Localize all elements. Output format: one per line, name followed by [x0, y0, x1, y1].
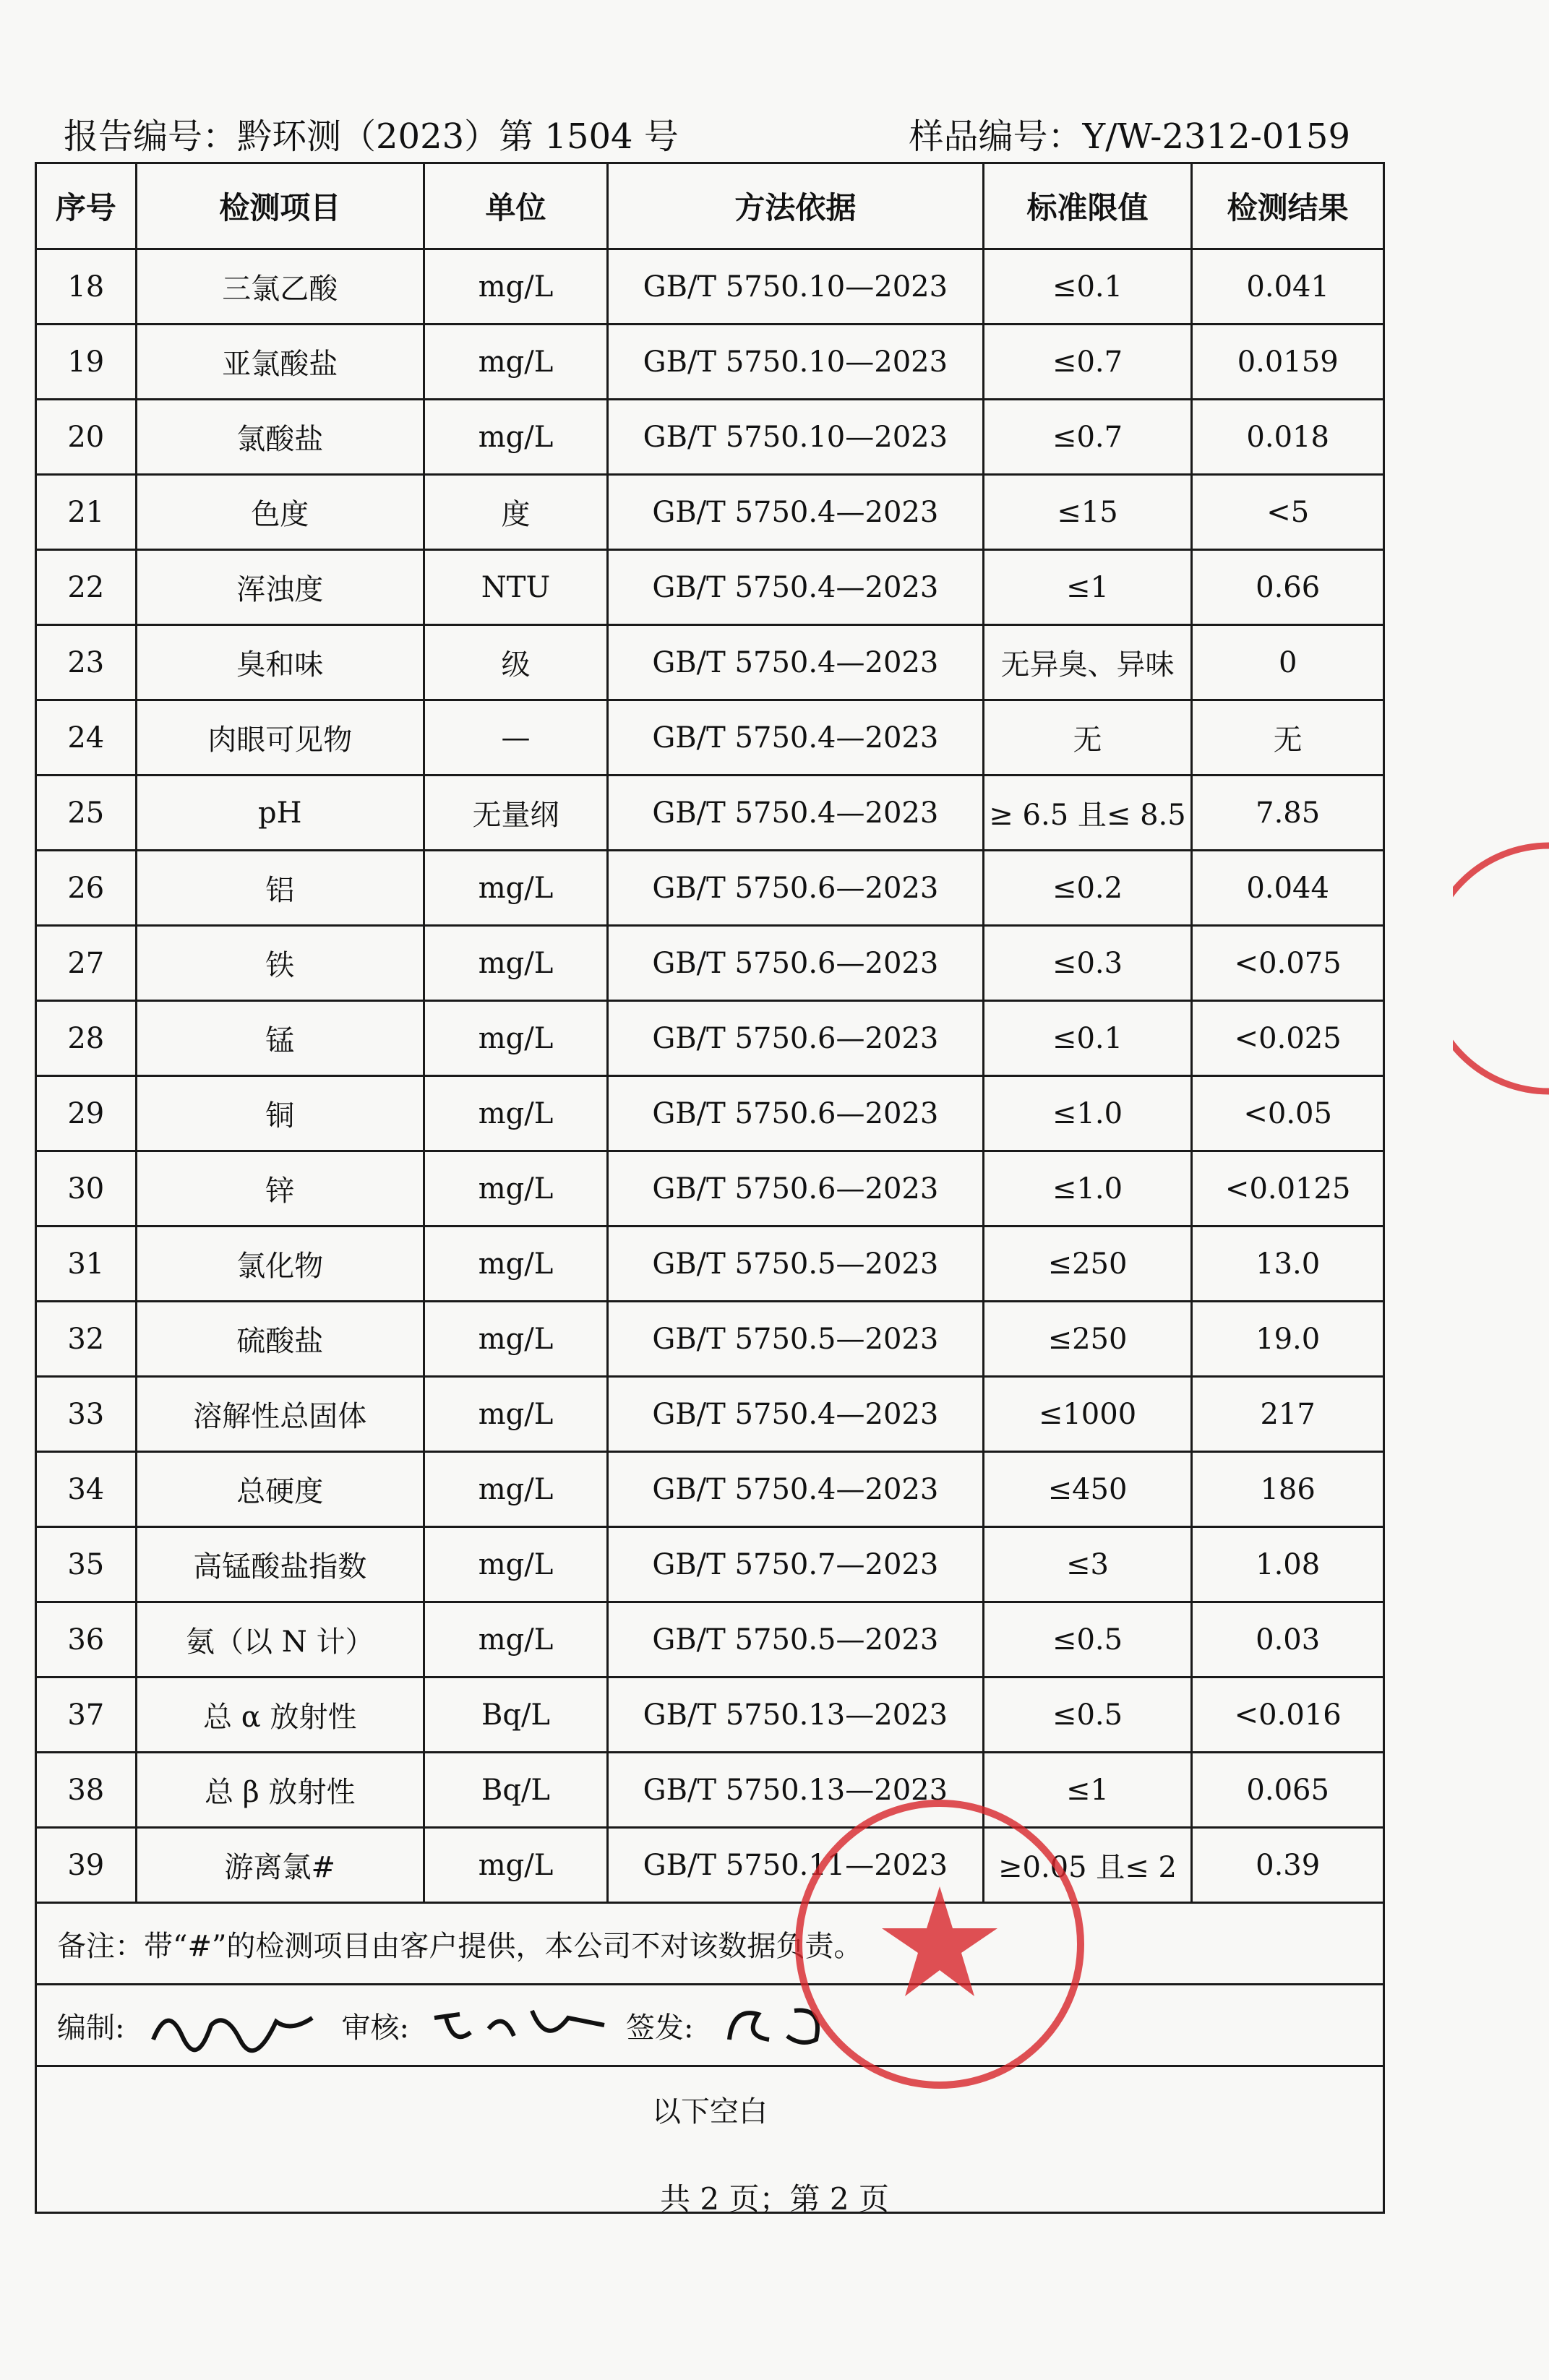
cell-result: 7.85: [1192, 776, 1384, 851]
cell-unit: —: [424, 700, 607, 776]
table-row: [36, 1001, 1384, 1076]
cell-index: 22: [36, 550, 137, 625]
table-row: [36, 1377, 1384, 1452]
cell-method: GB/T 5750.6—2023: [608, 1076, 984, 1151]
sample-number: 样品编号：Y/W-2312-0159: [909, 116, 1350, 157]
cell-index: 37: [36, 1677, 137, 1753]
cell-unit: 级: [424, 625, 607, 700]
table-row: [36, 400, 1384, 475]
cell-result: 13.0: [1192, 1226, 1384, 1302]
cell-method: GB/T 5750.4—2023: [608, 776, 984, 851]
cell-item: 硫酸盐: [136, 1302, 424, 1377]
table-row: [36, 926, 1384, 1001]
cell-index: 31: [36, 1226, 137, 1302]
cell-item: 氨（以 N 计）: [136, 1602, 424, 1677]
table-row: [36, 1602, 1384, 1677]
cell-unit: mg/L: [424, 1452, 607, 1527]
cell-method: GB/T 5750.5—2023: [608, 1302, 984, 1377]
cell-index: 35: [36, 1527, 137, 1602]
cell-item: 肉眼可见物: [136, 700, 424, 776]
cell-item: 锌: [136, 1151, 424, 1226]
cell-result: <0.025: [1192, 1001, 1384, 1076]
table-row: [36, 1452, 1384, 1527]
cell-item: 铝: [136, 851, 424, 926]
notes-row: [36, 1903, 1384, 1985]
cell-limit: 无: [983, 700, 1192, 776]
table-row: [36, 625, 1384, 700]
cell-method: GB/T 5750.11—2023: [608, 1828, 984, 1903]
table-row: [36, 325, 1384, 400]
cell-item: 溶解性总固体: [136, 1377, 424, 1452]
cell-limit: ≤3: [983, 1527, 1192, 1602]
cell-unit: mg/L: [424, 1377, 607, 1452]
cell-item: 铁: [136, 926, 424, 1001]
cell-index: 21: [36, 475, 137, 550]
cell-method: GB/T 5750.4—2023: [608, 550, 984, 625]
table-row: [36, 700, 1384, 776]
cell-limit: ≤0.7: [983, 325, 1192, 400]
col-header-index: 序号: [36, 163, 137, 249]
cell-result: <0.05: [1192, 1076, 1384, 1151]
cell-item: 总 α 放射性: [136, 1677, 424, 1753]
cell-result: <5: [1192, 475, 1384, 550]
cell-result: <0.0125: [1192, 1151, 1384, 1226]
cell-item: 三氯乙酸: [136, 249, 424, 325]
table-row: [36, 1828, 1384, 1903]
cell-method: GB/T 5750.10—2023: [608, 249, 984, 325]
col-header-limit: 标准限值: [983, 163, 1192, 249]
cell-method: GB/T 5750.6—2023: [608, 1001, 984, 1076]
report-number: 报告编号：黔环测（2023）第 1504 号: [64, 116, 679, 157]
cell-result: 0.0159: [1192, 325, 1384, 400]
reviewer-label: 审核:: [341, 2011, 409, 2045]
table-row: [36, 1151, 1384, 1226]
cell-limit: ≤0.7: [983, 400, 1192, 475]
table-row: [36, 1527, 1384, 1602]
cell-result: 217: [1192, 1377, 1384, 1452]
cell-result: 0.03: [1192, 1602, 1384, 1677]
cell-index: 30: [36, 1151, 137, 1226]
table-row: [36, 550, 1384, 625]
cell-item: pH: [136, 776, 424, 851]
cell-item: 总 β 放射性: [136, 1753, 424, 1828]
table-row: [36, 1302, 1384, 1377]
cell-index: 28: [36, 1001, 137, 1076]
col-header-item: 检测项目: [136, 163, 424, 249]
cell-unit: mg/L: [424, 1151, 607, 1226]
cell-unit: mg/L: [424, 1527, 607, 1602]
cell-unit: mg/L: [424, 400, 607, 475]
issuer-label: 签发:: [625, 2011, 694, 2045]
cell-item: 铜: [136, 1076, 424, 1151]
col-header-result: 检测结果: [1192, 163, 1384, 249]
cell-index: 34: [36, 1452, 137, 1527]
cell-index: 36: [36, 1602, 137, 1677]
cell-result: 无: [1192, 700, 1384, 776]
cell-unit: mg/L: [424, 926, 607, 1001]
cell-limit: ≤0.1: [983, 1001, 1192, 1076]
cell-limit: ≥0.05 且≤ 2: [983, 1828, 1192, 1903]
cell-result: <0.075: [1192, 926, 1384, 1001]
reviewer-signature: [431, 1996, 612, 2054]
cell-item: 浑浊度: [136, 550, 424, 625]
col-header-unit: 单位: [424, 163, 607, 249]
cell-item: 氯化物: [136, 1226, 424, 1302]
cell-unit: mg/L: [424, 1828, 607, 1903]
cell-result: 0: [1192, 625, 1384, 700]
cell-unit: mg/L: [424, 1001, 607, 1076]
cell-index: 33: [36, 1377, 137, 1452]
cell-item: 亚氯酸盐: [136, 325, 424, 400]
cell-index: 32: [36, 1302, 137, 1377]
cell-index: 20: [36, 400, 137, 475]
cell-limit: ≤450: [983, 1452, 1192, 1527]
cell-limit: ≤15: [983, 475, 1192, 550]
table-row: [36, 1076, 1384, 1151]
cell-item: 游离氯#: [136, 1828, 424, 1903]
cell-item: 氯酸盐: [136, 400, 424, 475]
cell-index: 38: [36, 1753, 137, 1828]
cell-unit: mg/L: [424, 325, 607, 400]
table-row: [36, 851, 1384, 926]
cell-unit: 度: [424, 475, 607, 550]
cell-result: 0.018: [1192, 400, 1384, 475]
table-row: [36, 249, 1384, 325]
cell-result: 0.044: [1192, 851, 1384, 926]
cell-method: GB/T 5750.4—2023: [608, 1452, 984, 1527]
cell-result: <0.016: [1192, 1677, 1384, 1753]
cell-unit: mg/L: [424, 1302, 607, 1377]
cell-method: GB/T 5750.6—2023: [608, 851, 984, 926]
cell-limit: ≤0.1: [983, 249, 1192, 325]
cell-item: 总硬度: [136, 1452, 424, 1527]
cell-item: 臭和味: [136, 625, 424, 700]
issuer-signature: [715, 1996, 896, 2054]
cell-limit: ≤1: [983, 1753, 1192, 1828]
cell-index: 26: [36, 851, 137, 926]
cell-result: 0.041: [1192, 249, 1384, 325]
cell-unit: mg/L: [424, 1226, 607, 1302]
cell-limit: ≤0.2: [983, 851, 1192, 926]
cell-result: 1.08: [1192, 1527, 1384, 1602]
cell-method: GB/T 5750.10—2023: [608, 325, 984, 400]
cell-method: GB/T 5750.6—2023: [608, 926, 984, 1001]
blank-text: 以下空白: [36, 2066, 1384, 2213]
cell-limit: ≤0.3: [983, 926, 1192, 1001]
cell-unit: Bq/L: [424, 1677, 607, 1753]
cell-unit: Bq/L: [424, 1753, 607, 1828]
partial-seal-icon: [1453, 838, 1549, 1099]
cell-index: 25: [36, 776, 137, 851]
table-row: [36, 475, 1384, 550]
cell-limit: ≤1: [983, 550, 1192, 625]
cell-unit: mg/L: [424, 851, 607, 926]
results-table: [35, 162, 1385, 2214]
cell-result: 186: [1192, 1452, 1384, 1527]
cell-method: GB/T 5750.13—2023: [608, 1677, 984, 1753]
cell-limit: ≤250: [983, 1302, 1192, 1377]
cell-limit: ≤250: [983, 1226, 1192, 1302]
cell-method: GB/T 5750.5—2023: [608, 1226, 984, 1302]
cell-limit: ≤0.5: [983, 1602, 1192, 1677]
cell-result: 0.065: [1192, 1753, 1384, 1828]
cell-index: 39: [36, 1828, 137, 1903]
cell-index: 24: [36, 700, 137, 776]
cell-index: 19: [36, 325, 137, 400]
cell-unit: NTU: [424, 550, 607, 625]
cell-unit: mg/L: [424, 249, 607, 325]
editor-label: 编制:: [57, 2011, 125, 2045]
cell-method: GB/T 5750.13—2023: [608, 1753, 984, 1828]
col-header-method: 方法依据: [608, 163, 984, 249]
cell-unit: mg/L: [424, 1076, 607, 1151]
cell-result: 0.39: [1192, 1828, 1384, 1903]
cell-method: GB/T 5750.10—2023: [608, 400, 984, 475]
notes-text: 备注：带“#”的检测项目由客户提供，本公司不对该数据负责。: [36, 1903, 1384, 1985]
page-footer: 共 2 页；第 2 页: [660, 2181, 889, 2217]
cell-method: GB/T 5750.7—2023: [608, 1527, 984, 1602]
cell-unit: mg/L: [424, 1602, 607, 1677]
table-row: [36, 1753, 1384, 1828]
cell-limit: ≤1.0: [983, 1076, 1192, 1151]
table-header-row: [36, 163, 1384, 249]
cell-method: GB/T 5750.6—2023: [608, 1151, 984, 1226]
cell-limit: ≤0.5: [983, 1677, 1192, 1753]
cell-limit: ≥ 6.5 且≤ 8.5: [983, 776, 1192, 851]
signature-row: [36, 1985, 1384, 2066]
editor-signature: [146, 1996, 327, 2054]
cell-result: 19.0: [1192, 1302, 1384, 1377]
cell-unit: 无量纲: [424, 776, 607, 851]
cell-method: GB/T 5750.4—2023: [608, 1377, 984, 1452]
cell-result: 0.66: [1192, 550, 1384, 625]
cell-method: GB/T 5750.4—2023: [608, 475, 984, 550]
cell-method: GB/T 5750.4—2023: [608, 625, 984, 700]
cell-limit: ≤1.0: [983, 1151, 1192, 1226]
cell-index: 27: [36, 926, 137, 1001]
table-row: [36, 776, 1384, 851]
cell-method: GB/T 5750.5—2023: [608, 1602, 984, 1677]
cell-limit: ≤1000: [983, 1377, 1192, 1452]
cell-index: 29: [36, 1076, 137, 1151]
cell-method: GB/T 5750.4—2023: [608, 700, 984, 776]
table-row: [36, 1226, 1384, 1302]
cell-index: 18: [36, 249, 137, 325]
table-row: [36, 1677, 1384, 1753]
cell-index: 23: [36, 625, 137, 700]
cell-limit: 无异臭、异味: [983, 625, 1192, 700]
cell-item: 锰: [136, 1001, 424, 1076]
cell-item: 高锰酸盐指数: [136, 1527, 424, 1602]
cell-item: 色度: [136, 475, 424, 550]
